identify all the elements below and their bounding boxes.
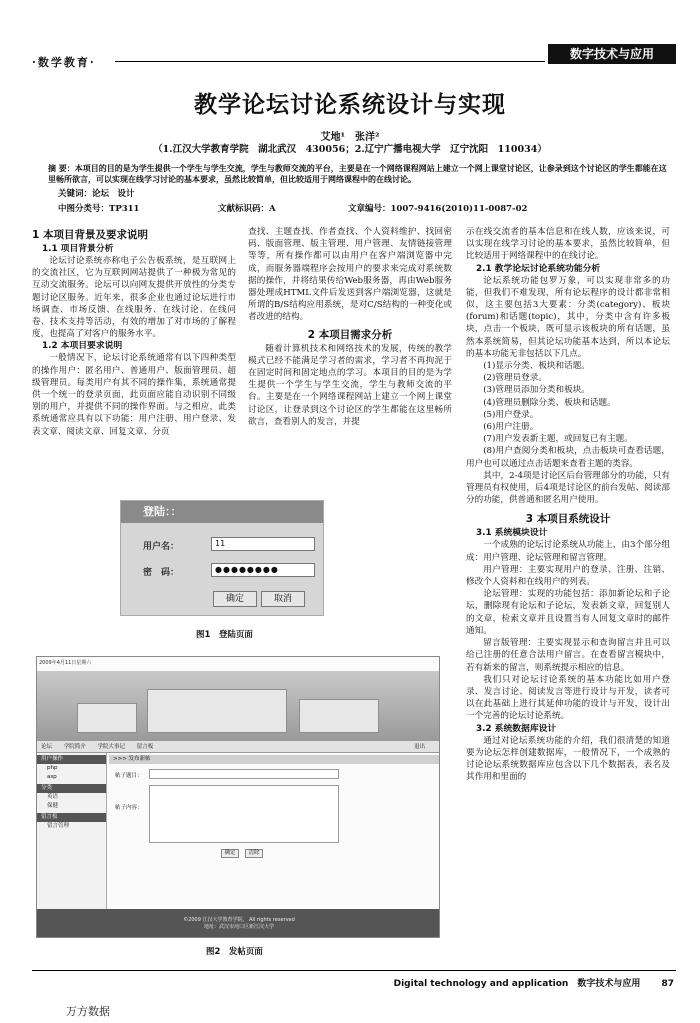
figure-2-caption: 图2 发帖页面: [206, 947, 263, 957]
submit-button[interactable]: 确定: [221, 849, 239, 858]
subsection-heading: 3.2 系统数据库设计: [476, 723, 557, 734]
paragraph: 通过对论坛系统功能的介绍，我们很清楚的知道要为论坛怎样创建数据库，一般情况下，一个成熟的讨论论坛系统数据库应包含以下几个数据表，表名及其作用和里面的: [466, 735, 670, 783]
section-heading: 2 本项目需求分析: [307, 328, 393, 341]
sidebar-item[interactable]: php: [47, 765, 58, 771]
site-footer: [37, 909, 440, 938]
form-title: >>> 发布新帖: [109, 755, 439, 764]
list-item: (2)管理员登录。: [483, 373, 547, 384]
sidebar: [37, 753, 107, 909]
journal-badge: 数字技术与应用: [548, 44, 676, 64]
nav-item[interactable]: 学院大事记: [97, 744, 126, 750]
sidebar-item[interactable]: 保健: [47, 803, 59, 809]
address-text: 地址：武汉市沌口区新江汉大学: [203, 924, 274, 930]
top-nav: [37, 741, 440, 753]
post-page-figure: [36, 656, 440, 938]
copyright-text: ©2009 江汉大学教育学院， All rights reserved: [183, 917, 295, 923]
confirm-button[interactable]: 确定: [213, 591, 257, 607]
sidebar-item[interactable]: asp: [47, 774, 57, 780]
cancel-button[interactable]: 取消: [261, 591, 305, 607]
abstract: 摘 要：本项目的目的是为学生提供一个学生与学生交流，学生与教师交流的平台，主要是在一个网络课程网站上建立一个网上课堂讨论区，让参录到这个讨论区的学生都能在这里畅所欲言，可以实现在线学习讨论的基本要求，虽然比较简单，但比较适用于网络课程中的在线讨论。: [48, 163, 667, 184]
date-text: 2009年4月11日星期六: [39, 660, 92, 666]
nav-item[interactable]: 论坛: [41, 744, 53, 750]
header-rule: [115, 61, 545, 62]
logout-link[interactable]: 退出: [413, 744, 425, 750]
paragraph: 我们只对论坛讨论系统的基本功能比如用户登录、发言讨论、阅读发言等进行设计与开发，读者可以在此基础上进行其延伸功能的设计与开发，设计出一个完善的论坛讨论系统。: [466, 674, 670, 722]
nav-item[interactable]: 留言板: [136, 744, 154, 750]
list-item: (5)用户登录。: [483, 409, 539, 420]
content-textarea[interactable]: [149, 785, 339, 843]
paragraph: 一个成熟的论坛讨论系统从功能上，由3个部分组成：用户管理、论坛管理和留言管理。: [466, 540, 670, 563]
content-label: 帖子内容：: [115, 805, 143, 811]
subject-input[interactable]: [149, 769, 339, 779]
clc-number: 中图分类号：TP311: [58, 204, 140, 214]
campus-banner-image: [37, 671, 440, 741]
watermark: 万方数据: [66, 1005, 110, 1018]
sidebar-heading: 留言板: [37, 813, 106, 822]
subject-label: 帖子题目：: [115, 773, 143, 779]
list-item: (4)管理员删除分类、板块和话题。: [483, 397, 616, 408]
affiliation: （1.江汉大学教育学院 湖北武汉 430056；2.辽宁广播电视大学 辽宁沈阳 110034）: [153, 144, 547, 155]
paragraph: 论坛管理：实现的功能包括：添加新论坛和子论坛，删除现有论坛和子论坛，发表新文章，回复别人的文章，检索文章并且设置当有人回复文章时的邮件通知。: [466, 589, 670, 636]
paragraph: 用户管理：主要实现用户的登录、注册、注销、修改个人资料和在线用户的列表。: [466, 564, 670, 588]
document-code: 文献标识码：A: [218, 204, 276, 214]
column-3: [466, 226, 670, 783]
building-shape: [147, 689, 287, 733]
section-label: ·数学教育·: [32, 56, 96, 69]
paper-title: 教学论坛讨论系统设计与实现: [194, 92, 506, 118]
paragraph: 查找、主题查找、作者查找、个人资料维护、找回密码、版面管理、版主管理、用户管理、友情链接管理等等，所有操作都可以由用户在客户端浏览器中完成，而服务器端程序会按用户的要求来完成对系统数据的操作，并将结果传给Web服务器，再由Web服务器处理成HTML文件后发送到客户端浏览器，这就是所谓的B/S结构应用系统，是对C/S结构的一种变化或者改进的结构。: [248, 227, 452, 323]
page-number: 87: [661, 979, 674, 989]
password-input[interactable]: ●●●●●●●●: [211, 563, 315, 577]
sidebar-item[interactable]: 留言管理: [47, 823, 70, 829]
figure-1-caption: 图1 登陆页面: [196, 630, 253, 640]
list-item: (8)用户查阅分类和板块，点击板块可查看话题，用户也可以通过点击话题来查看主题的类容。: [466, 446, 670, 469]
list-item: (6)用户注册。: [483, 422, 539, 433]
login-figure: [120, 500, 324, 616]
sidebar-item[interactable]: 英语: [47, 794, 59, 800]
list-item: (1)显示分类、板块和话题。: [483, 361, 590, 372]
list-item: (3)管理员添加分类和板块。: [483, 385, 590, 396]
column-1: [32, 226, 236, 438]
paragraph: 示在线交流者的基本信息和在线人数，应该来说，可以实现在线学习讨论的基本要求，虽然比较简单，但比较适用于网络课程中的在线讨论。: [466, 227, 670, 262]
paragraph: 随着计算机技术和网络技术的发展，传统的教学模式已经不能满足学习者的需求，学习者不再拘泥于在固定时间和固定地点的学习。本项目的目的是为学生提供一个学生与学生交流，学生与教师交流的平台。主要是在一个网络课程网站上建立一个网上课堂讨论区，让登录到这个讨论区的学生都能在这里畅所欲言，查看别人的发言，并提: [248, 343, 452, 427]
paragraph: 其中，2-4项是讨论区后台管理部分的功能，只有管理员有权使用，后4项是讨论区的前台发帖、阅读部分的功能，供普通和匿名用户使用。: [466, 470, 670, 506]
sidebar-heading: 用户操作: [37, 755, 106, 764]
keywords: 关键词：论坛 设计: [58, 189, 135, 199]
username-label: 用户名：: [143, 542, 180, 552]
column-2: [248, 226, 452, 428]
page-footer: [394, 976, 674, 989]
list-item: (7)用户发表新主题，或回复已有主题。: [483, 434, 633, 445]
footer-rule: [32, 970, 676, 971]
article-number: 文章编号：1007-9416(2010)11-0087-02: [348, 204, 528, 214]
subsection-heading: 3.1 系统模块设计: [476, 528, 548, 539]
building-shape: [77, 703, 137, 733]
paragraph: 论坛系统功能包罗万象，可以实现非常多的功能，但我们不难发现，所有论坛程序的设计都非常相似，这主要包括3大要素：分类(category)、板块(forum)和话题(topic)，其中，分类中含有许多板块，点击一个板块，既可显示该板块的所有话题，虽然本系统简易，但其论坛功能基本达到，所以本论坛的基本功能无非包括以下几点。: [466, 275, 670, 359]
clear-button[interactable]: 清除: [245, 849, 263, 858]
paragraph: 论坛讨论系统亦称电子公告板系统，是互联网上的交流社区，它为互联网网站提供了一种极为常见的互动交流服务。论坛可以向网友提供开放性的分类专题讨论区服务。近年来，很多企业也通过论坛进行市场调查、市场反馈、在线服务、在线讨论、在线问卷、技术支持等活动，有效的增加了对市场的了解程度，也提高了对客户的服务水平。: [32, 256, 236, 340]
nav-item[interactable]: 学院简介: [63, 744, 86, 750]
authors: 艾地¹ 张洋²: [320, 132, 380, 143]
subsection-heading: 2.1 教学论坛讨论系统功能分析: [476, 263, 601, 274]
subsection-heading: 1.1 项目背景分析: [42, 244, 114, 254]
post-form: [109, 753, 439, 909]
login-header: 登陆：：: [121, 501, 323, 523]
password-label: 密 码：: [143, 568, 180, 578]
building-shape: [299, 699, 379, 733]
paragraph: 一般情况下，论坛讨论系统通常有以下四种类型的操作用户：匿名用户、普通用户、版面管理员、超级管理员。每类用户有其不同的操作集，系统通常提供一个统一的登录页面，此页面应能自动识别不同级别的用户，并提供不同的操作界面。与之相应，此类系统通常应具有以下功能：用户注册、用户登录、发表文章、阅读文章、回复文章、分页: [32, 353, 236, 437]
journal-footer: Digital technology and application 数字技术与应用: [393, 979, 641, 989]
section-heading: 1 本项目背景及要求说明: [32, 229, 148, 241]
paragraph: 留言版管理：主要实现显示和查询留言并且可以给已注册的任意合法用户留言。在查看留言模块中，若有新来的留言，则系统提示相应的信息。: [466, 638, 670, 673]
subsection-heading: 1.2 本项目要求说明: [42, 341, 123, 352]
section-heading: 3 本项目系统设计: [525, 513, 611, 526]
username-input[interactable]: 11: [211, 537, 315, 551]
sidebar-heading: 分类: [37, 784, 106, 793]
